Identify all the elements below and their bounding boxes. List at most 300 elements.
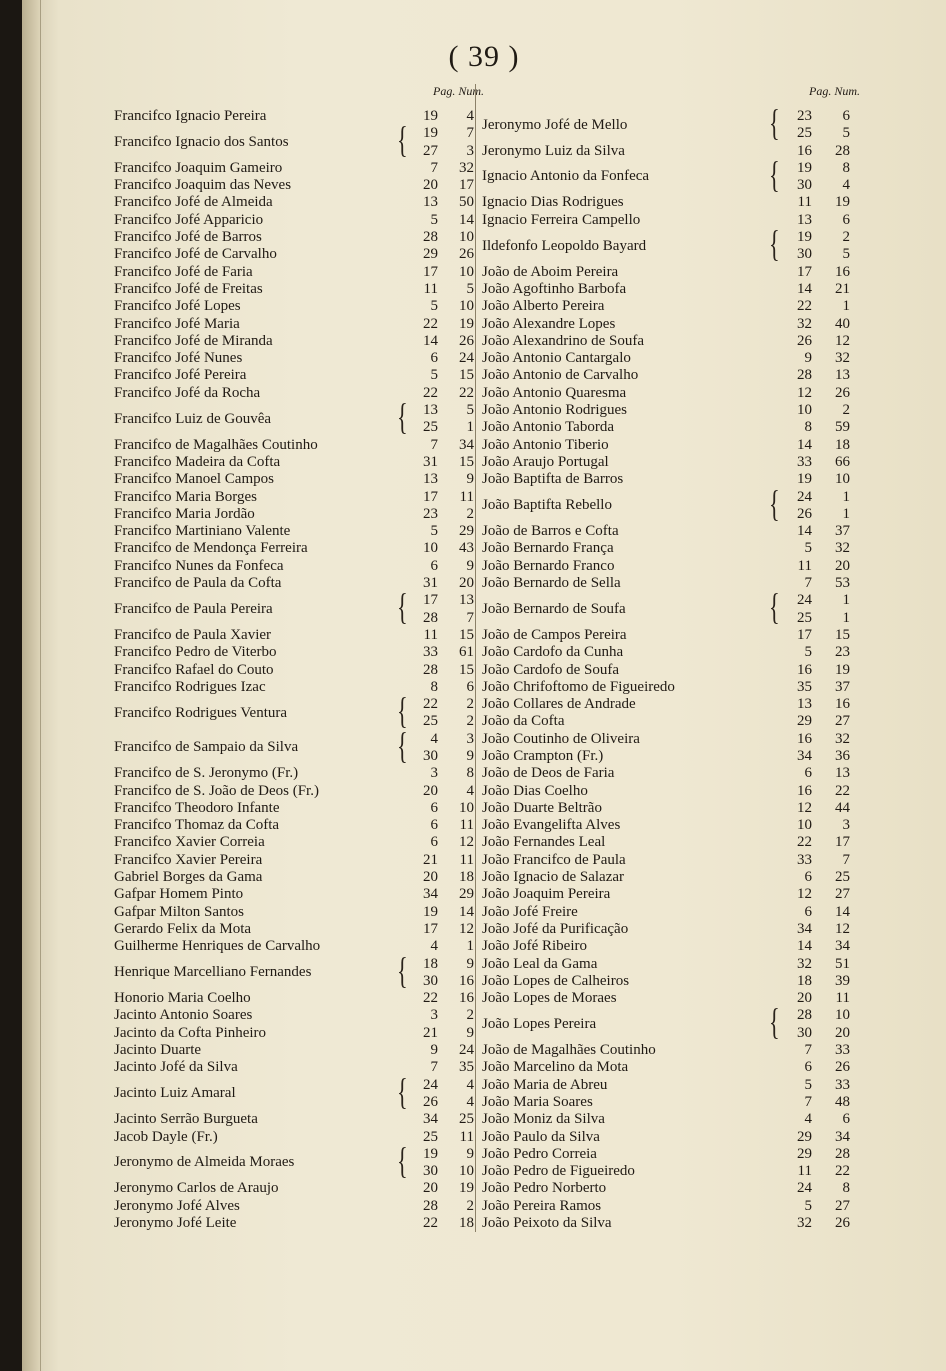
entry-name: Henrique Marcelliano Fernandes <box>114 964 312 981</box>
page-ref: 5 <box>430 298 438 315</box>
index-entry <box>114 454 484 471</box>
index-entry <box>114 281 484 298</box>
index-entry <box>114 160 484 177</box>
entry-name: João Baptifta de Barros <box>482 471 624 488</box>
entry-name: João Paulo da Silva <box>482 1128 600 1145</box>
page-ref: 30 <box>797 1024 812 1041</box>
index-entry <box>482 904 860 921</box>
number-ref: 16 <box>459 990 474 1007</box>
page-ref: 19 <box>797 229 812 246</box>
brace-icon: { <box>397 725 408 767</box>
entry-name: Francifco Manoel Campos <box>114 471 274 488</box>
entry-name: João Pedro Correia <box>482 1145 597 1162</box>
page-ref: 5 <box>804 1076 812 1093</box>
index-entry <box>482 264 860 281</box>
index-entry <box>114 627 484 644</box>
number-ref: 34 <box>459 436 474 453</box>
entry-name: Jeronymo de Almeida Moraes <box>114 1154 295 1171</box>
page-ref: 17 <box>797 626 812 643</box>
number-ref: 53 <box>835 575 850 592</box>
page-ref: 12 <box>797 886 812 903</box>
number-ref: 10 <box>459 298 474 315</box>
index-entry <box>482 281 860 298</box>
number-ref: 37 <box>835 523 850 540</box>
number-ref: 10 <box>459 1163 474 1180</box>
brace-icon: { <box>397 950 408 992</box>
page-ref: 6 <box>430 817 438 834</box>
index-entry <box>482 1129 860 1146</box>
number-ref: 1 <box>842 609 850 626</box>
page-ref: 5 <box>430 523 438 540</box>
number-ref: 20 <box>835 1024 850 1041</box>
index-entry <box>114 471 484 488</box>
page-ref: 34 <box>423 1111 438 1128</box>
index-entry <box>482 1094 860 1111</box>
page-ref: 30 <box>423 1163 438 1180</box>
page-ref: 22 <box>423 1215 438 1231</box>
index-entry <box>114 229 484 246</box>
number-ref: 4 <box>842 177 850 194</box>
number-ref: 1 <box>466 938 474 955</box>
number-ref: 51 <box>835 955 850 972</box>
page-ref: 7 <box>430 1059 438 1076</box>
number-ref: 3 <box>842 817 850 834</box>
number-ref: 20 <box>459 575 474 592</box>
brace-icon: { <box>397 587 408 629</box>
number-ref: 28 <box>835 1145 850 1162</box>
number-ref: 6 <box>842 1111 850 1128</box>
page-ref: 14 <box>797 280 812 297</box>
index-entry <box>114 212 484 229</box>
entry-name: Francifco de Paula Xavier <box>114 626 272 643</box>
number-ref: 4 <box>466 782 474 799</box>
entry-name: João Jofé Freire <box>482 903 578 920</box>
entry-name: Francifco Jofé Lopes <box>114 298 241 315</box>
entry-name: Francifco Rodrigues Izac <box>114 678 266 695</box>
page-ref: 16 <box>797 730 812 747</box>
index-entry <box>482 212 860 229</box>
index-entry <box>114 783 484 800</box>
column-header-label: Pag. Num. <box>809 84 860 98</box>
entry-name: João de Deos de Faria <box>482 765 615 782</box>
number-ref: 2 <box>842 402 850 419</box>
page-ref: 6 <box>804 765 812 782</box>
number-ref: 2 <box>466 713 474 730</box>
page-ref: 7 <box>804 1042 812 1059</box>
number-ref: 12 <box>459 920 474 937</box>
entry-name: Honorio Maria Coelho <box>114 990 251 1007</box>
number-ref: 22 <box>835 782 850 799</box>
page-ref: 28 <box>797 1007 812 1024</box>
entries-right <box>482 103 860 1232</box>
entry-name: Francifco Maria Jordão <box>114 505 255 522</box>
entry-name: Francifco Jofé da Rocha <box>114 384 261 401</box>
page-ref: 8 <box>430 678 438 695</box>
number-ref: 17 <box>835 834 850 851</box>
page-ref: 13 <box>423 402 438 419</box>
entry-name: João de Campos Pereira <box>482 626 627 643</box>
page-ref: 24 <box>797 1180 812 1197</box>
index-entry <box>114 725 484 767</box>
page-ref: 30 <box>423 972 438 989</box>
page-ref: 29 <box>797 1145 812 1162</box>
index-entry <box>114 177 484 194</box>
page-ref: 29 <box>797 713 812 730</box>
number-ref: 1 <box>842 505 850 522</box>
index-entry <box>482 1059 860 1076</box>
entry-name: João Alberto Pereira <box>482 298 605 315</box>
entry-name: Jeronymo Luiz da Silva <box>482 142 625 159</box>
page-ref: 21 <box>423 1024 438 1041</box>
index-entry <box>482 1146 860 1163</box>
index-entry <box>482 644 860 661</box>
entry-name: Francifco Joaquim das Neves <box>114 177 292 194</box>
entry-name: Francifco de Paula Pereira <box>114 600 273 617</box>
index-entry <box>482 921 860 938</box>
entry-name: João Lopes de Calheiros <box>482 972 630 989</box>
index-entry <box>114 558 484 575</box>
entry-name: Francifco de S. Jeronymo (Fr.) <box>114 765 299 782</box>
page-ref: 16 <box>797 661 812 678</box>
page-ref: 3 <box>430 765 438 782</box>
book-page <box>22 0 946 1371</box>
entry-name: João Marcelino da Mota <box>482 1059 629 1076</box>
entry-name: João Francifco de Paula <box>482 851 626 868</box>
page-ref: 27 <box>423 142 438 159</box>
number-ref: 19 <box>835 194 850 211</box>
number-ref: 4 <box>466 1093 474 1110</box>
number-ref: 6 <box>466 678 474 695</box>
index-entry <box>482 696 860 713</box>
index-entry <box>482 748 860 765</box>
entry-name: João Antonio de Carvalho <box>482 367 639 384</box>
brace-icon: { <box>769 154 780 196</box>
number-ref: 15 <box>459 367 474 384</box>
page-ref: 28 <box>423 1197 438 1214</box>
number-ref: 24 <box>459 350 474 367</box>
number-ref: 29 <box>459 886 474 903</box>
index-entry <box>114 316 484 333</box>
index-entry <box>482 1002 860 1044</box>
number-ref: 2 <box>466 505 474 522</box>
page-ref: 23 <box>423 505 438 522</box>
entry-name: João Pereira Ramos <box>482 1197 602 1214</box>
page-ref: 13 <box>423 194 438 211</box>
number-ref: 3 <box>466 730 474 747</box>
index-entry <box>114 120 484 162</box>
index-entry <box>114 540 484 557</box>
number-ref: 26 <box>835 1059 850 1076</box>
index-entry <box>114 264 484 281</box>
index-entry <box>114 489 484 506</box>
page-ref: 24 <box>423 1076 438 1093</box>
number-ref: 29 <box>459 523 474 540</box>
number-ref: 5 <box>842 125 850 142</box>
entry-name: Francifco Jofé de Carvalho <box>114 246 277 263</box>
index-entry <box>482 350 860 367</box>
page-ref: 34 <box>423 886 438 903</box>
number-ref: 11 <box>459 1128 474 1145</box>
index-entry <box>482 679 860 696</box>
index-entry <box>482 143 860 160</box>
brace-icon: { <box>397 691 408 733</box>
entry-name: João Antonio Taborda <box>482 419 614 436</box>
entry-name: João Pedro de Figueiredo <box>482 1163 635 1180</box>
index-entry <box>114 587 484 629</box>
entry-name: Francifco Ignacio Pereira <box>114 108 267 124</box>
entry-name: João Bernardo França <box>482 540 614 557</box>
entry-name: João Moniz da Silva <box>482 1111 605 1128</box>
page-ref: 5 <box>430 211 438 228</box>
number-ref: 39 <box>835 972 850 989</box>
page-ref: 9 <box>430 1042 438 1059</box>
number-ref: 9 <box>466 1024 474 1041</box>
entry-name: João Dias Coelho <box>482 782 588 799</box>
entry-name: Francifco Jofé Nunes <box>114 350 243 367</box>
page-ref: 33 <box>797 851 812 868</box>
number-ref: 36 <box>835 747 850 764</box>
page-ref: 5 <box>430 367 438 384</box>
index-entry <box>482 627 860 644</box>
index-entry <box>114 1129 484 1146</box>
page-ref: 32 <box>797 1215 812 1231</box>
index-entry <box>482 1198 860 1215</box>
entry-name: João Antonio Tiberio <box>482 436 609 453</box>
index-entry <box>114 437 484 454</box>
index-entry <box>482 385 860 402</box>
index-entry <box>482 224 860 266</box>
number-ref: 18 <box>459 869 474 886</box>
page-ref: 25 <box>423 713 438 730</box>
number-ref: 8 <box>466 765 474 782</box>
index-entry <box>114 1059 484 1076</box>
number-ref: 1 <box>842 592 850 609</box>
index-entry <box>482 973 860 990</box>
entry-name: Gafpar Homem Pinto <box>114 886 244 903</box>
index-entry <box>114 921 484 938</box>
index-entry <box>482 367 860 384</box>
entry-name: João de Barros e Cofta <box>482 523 619 540</box>
number-ref: 11 <box>835 990 850 1007</box>
entry-name: João Agoftinho Barbofa <box>482 280 627 297</box>
brace-icon: { <box>397 120 408 162</box>
entry-name: Jacinto Duarte <box>114 1042 202 1059</box>
entry-name: Francifco Jofé de Almeida <box>114 194 273 211</box>
entry-name: João Joaquim Pereira <box>482 886 611 903</box>
number-ref: 26 <box>835 1215 850 1231</box>
entry-name: Francifco Thomaz da Cofta <box>114 817 280 834</box>
entry-name: João Peixoto da Silva <box>482 1215 612 1231</box>
entry-name: João Lopes de Moraes <box>482 990 617 1007</box>
number-ref: 15 <box>835 626 850 643</box>
number-ref: 9 <box>466 557 474 574</box>
entry-name: Gafpar Milton Santos <box>114 903 244 920</box>
index-entry <box>114 990 484 1007</box>
entry-name: João Pedro Norberto <box>482 1180 607 1197</box>
index-column-right <box>475 84 860 1232</box>
number-ref: 27 <box>835 713 850 730</box>
page-ref: 11 <box>797 194 812 211</box>
index-entry <box>114 679 484 696</box>
index-entry <box>114 1140 484 1182</box>
page-ref: 19 <box>423 108 438 124</box>
number-ref: 32 <box>835 540 850 557</box>
index-entry <box>482 558 860 575</box>
entry-name: João Bernardo de Sella <box>482 575 621 592</box>
entry-name: Jeronymo Jofé de Mello <box>482 116 628 133</box>
page-ref: 6 <box>804 903 812 920</box>
number-ref: 7 <box>466 125 474 142</box>
page-ref: 21 <box>423 851 438 868</box>
index-entry <box>482 154 860 196</box>
number-ref: 14 <box>459 903 474 920</box>
number-ref: 3 <box>466 142 474 159</box>
number-ref: 10 <box>459 229 474 246</box>
entry-name: João Maria de Abreu <box>482 1076 608 1093</box>
index-entry <box>114 1042 484 1059</box>
index-entry <box>114 1071 484 1113</box>
page-ref: 7 <box>804 575 812 592</box>
index-entry <box>114 938 484 955</box>
number-ref: 35 <box>459 1059 474 1076</box>
number-ref: 34 <box>835 1128 850 1145</box>
number-ref: 13 <box>835 367 850 384</box>
page-ref: 16 <box>797 782 812 799</box>
index-entry <box>114 904 484 921</box>
index-entry <box>482 1111 860 1128</box>
index-entry <box>114 397 484 439</box>
page-ref: 6 <box>430 799 438 816</box>
number-ref: 25 <box>459 1111 474 1128</box>
number-ref: 12 <box>835 920 850 937</box>
index-entry <box>114 800 484 817</box>
number-ref: 2 <box>466 696 474 713</box>
entry-name: Francifco Rodrigues Ventura <box>114 704 288 721</box>
entry-name: Francifco Theodoro Infante <box>114 799 280 816</box>
page-ref: 17 <box>423 263 438 280</box>
index-entry <box>482 298 860 315</box>
entry-name: João Cardofo de Soufa <box>482 661 620 678</box>
brace-icon: { <box>397 1071 408 1113</box>
page-ref: 3 <box>430 1007 438 1024</box>
entry-name: Francifco Jofé de Faria <box>114 263 253 280</box>
entry-name: Francifco de S. João de Deos (Fr.) <box>114 782 319 799</box>
page-ref: 19 <box>423 1145 438 1162</box>
index-entry <box>482 523 860 540</box>
number-ref: 1 <box>842 298 850 315</box>
entry-name: João Crampton (Fr.) <box>482 747 604 764</box>
index-entry <box>114 333 484 350</box>
index-entry <box>482 834 860 851</box>
index-entry <box>114 298 484 315</box>
entry-name: Francifco Madeira da Cofta <box>114 453 281 470</box>
number-ref: 10 <box>835 471 850 488</box>
page-ref: 29 <box>797 1128 812 1145</box>
entry-name: João Jofé Ribeiro <box>482 938 587 955</box>
index-entry <box>482 783 860 800</box>
entries-left <box>114 108 484 1232</box>
number-ref: 26 <box>459 246 474 263</box>
number-ref: 28 <box>835 142 850 159</box>
number-ref: 18 <box>459 1215 474 1231</box>
index-entry <box>482 731 860 748</box>
entry-name: João Antonio Rodrigues <box>482 402 627 419</box>
entry-name: Francifco Jofé Apparicio <box>114 211 264 228</box>
number-ref: 15 <box>459 661 474 678</box>
index-entry <box>114 246 484 263</box>
page-ref: 17 <box>423 488 438 505</box>
index-entry <box>482 765 860 782</box>
index-entry <box>114 385 484 402</box>
page-ref: 32 <box>797 315 812 332</box>
number-ref: 25 <box>835 869 850 886</box>
number-ref: 7 <box>842 851 850 868</box>
entry-name: Jeronymo Jofé Alves <box>114 1197 240 1214</box>
index-entry <box>482 316 860 333</box>
number-ref: 18 <box>835 436 850 453</box>
page-ref: 25 <box>797 609 812 626</box>
number-ref: 22 <box>835 1163 850 1180</box>
page-ref: 6 <box>804 869 812 886</box>
entry-name: João Alexandrino de Soufa <box>482 332 645 349</box>
entry-name: João Baptifta Rebello <box>482 497 612 514</box>
page-ref: 5 <box>804 540 812 557</box>
page-ref: 28 <box>423 661 438 678</box>
page-ref: 11 <box>423 626 438 643</box>
number-ref: 2 <box>466 1007 474 1024</box>
index-entry <box>114 950 484 992</box>
index-entry <box>482 938 860 955</box>
page-ref: 7 <box>430 436 438 453</box>
entry-name: Jacinto Luiz Amaral <box>114 1085 236 1102</box>
entry-name: Guilherme Henriques de Carvalho <box>114 938 321 955</box>
index-entry <box>114 662 484 679</box>
page-ref: 22 <box>423 696 438 713</box>
entry-name: Francifco Jofé de Miranda <box>114 332 273 349</box>
number-ref: 19 <box>459 1180 474 1197</box>
number-ref: 27 <box>835 1197 850 1214</box>
index-entry <box>114 765 484 782</box>
page-ref: 6 <box>430 834 438 851</box>
page-ref: 8 <box>804 419 812 436</box>
entry-name: João Antonio Cantargalo <box>482 350 631 367</box>
number-ref: 20 <box>835 557 850 574</box>
entry-name: Francifco Ignacio dos Santos <box>114 133 289 150</box>
page-ref: 18 <box>423 955 438 972</box>
index-entry <box>482 587 860 629</box>
index-entry <box>482 886 860 903</box>
page-ref: 16 <box>797 142 812 159</box>
page-ref: 13 <box>423 471 438 488</box>
entry-name: João Jofé da Purificação <box>482 920 629 937</box>
entry-name: João de Magalhães Coutinho <box>482 1042 656 1059</box>
entry-name: Gerardo Felix da Mota <box>114 920 252 937</box>
page-ref: 5 <box>804 644 812 661</box>
page-ref: 26 <box>797 505 812 522</box>
page-ref: 11 <box>797 1163 812 1180</box>
index-entry <box>482 817 860 834</box>
page-ref: 25 <box>423 419 438 436</box>
entry-name: João Evangelifta Alves <box>482 817 621 834</box>
index-entry <box>482 1215 860 1232</box>
page-ref: 24 <box>797 592 812 609</box>
number-ref: 19 <box>459 315 474 332</box>
number-ref: 19 <box>835 661 850 678</box>
number-ref: 9 <box>466 471 474 488</box>
entry-name: Francifco de Paula da Cofta <box>114 575 282 592</box>
page-ref: 7 <box>804 1093 812 1110</box>
index-entry <box>482 1077 860 1094</box>
